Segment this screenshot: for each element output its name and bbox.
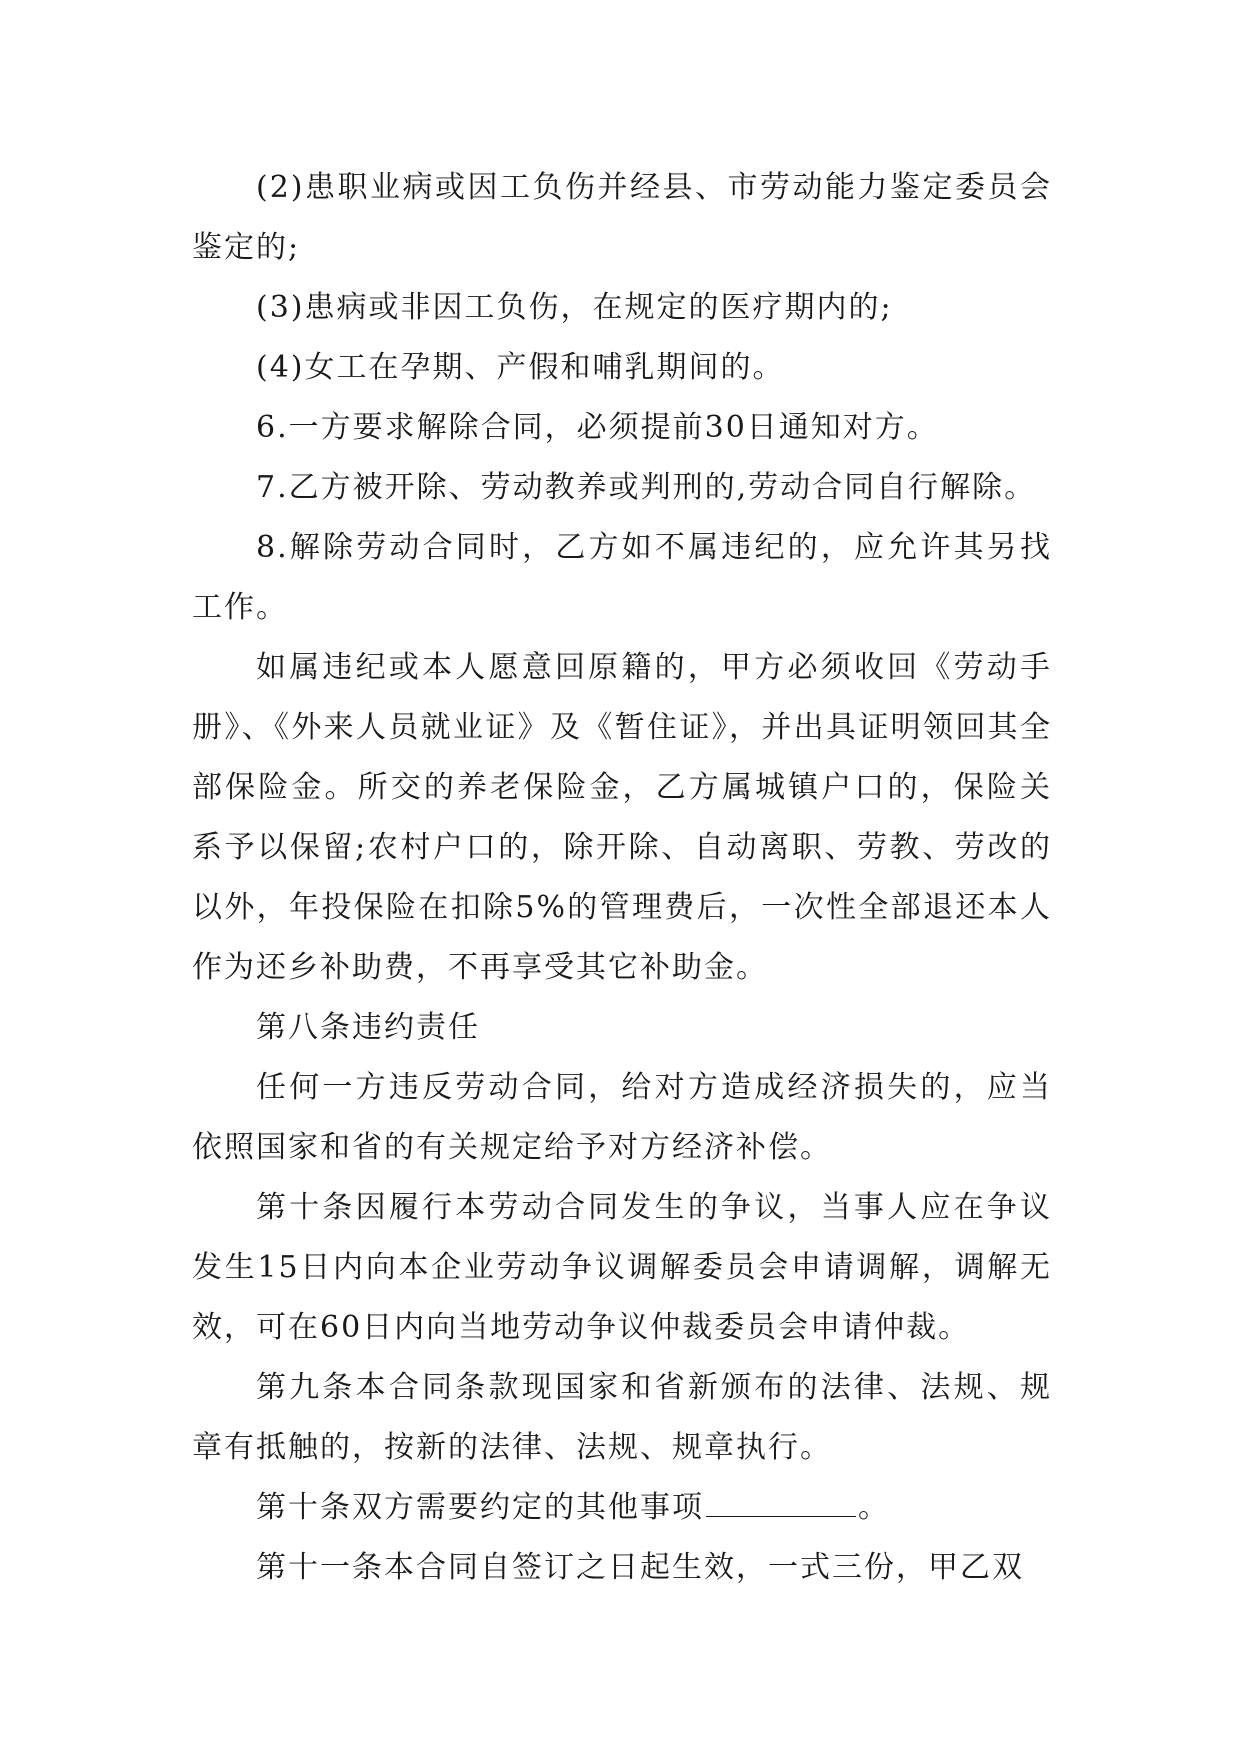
article-11-effective-paragraph: 第十一条本合同自签订之日起生效，一式三份，甲乙双 (256, 1550, 1024, 1585)
clause-6-termination-notice: 6.一方要求解除合同，必须提前30日通知对方。 (256, 410, 939, 445)
article-8-heading: 第八条违约责任 (256, 1010, 480, 1045)
other-matters-label: 第十条双方需要约定的其他事项 (256, 1490, 704, 1525)
article-9-conflict-paragraph: 第九条本合同条款现国家和省新颁布的法律、法规、规章有抵触的，按新的法律、法规、规章执行。 (192, 1370, 1052, 1465)
clause-7-automatic-termination: 7.乙方被开除、劳动教养或判刑的,劳动合同自行解除。 (256, 470, 1037, 505)
article-10-dispute-paragraph: 第十条因履行本劳动合同发生的争议，当事人应在争议发生15日内向本企业劳动争议调解委员会申请调解，调解无效，可在60日内向当地劳动争议仲裁委员会申请仲裁。 (192, 1190, 1052, 1345)
breach-compensation-paragraph: 任何一方违反劳动合同，给对方造成经济损失的，应当依照国家和省的有关规定给予对方经济补偿。 (192, 1070, 1052, 1165)
clause-4-female-worker: (4)女工在孕期、产假和哺乳期间的。 (256, 350, 785, 385)
clause-3-illness-medical-period: (3)患病或非因工负伤，在规定的医疗期内的; (256, 290, 893, 325)
violation-insurance-paragraph: 如属违纪或本人愿意回原籍的，甲方必须收回《劳动手册》、《外来人员就业证》及《暂住证》，并出具证明领回其全部保险金。所交的养老保险金，乙方属城镇户口的，保险关系予以保留;农村户口的，除开除、自动离职、劳教、劳改的以外，年投保险在扣除5%的管理费后，一次性全部退还本人作为还乡补助费，不再享受其它补助金。 (192, 650, 1052, 985)
article-10-other-matters (192, 1478, 1052, 1538)
other-matters-blank-line (706, 1488, 856, 1517)
document-body (192, 158, 1052, 1598)
other-matters-period: 。 (858, 1490, 890, 1525)
clause-2-occupational-disease: (2)患职业病或因工负伤并经县、市劳动能力鉴定委员会鉴定的; (192, 170, 1052, 265)
clause-8-find-other-work: 8.解除劳动合同时，乙方如不属违纪的，应允许其另找工作。 (192, 530, 1052, 625)
